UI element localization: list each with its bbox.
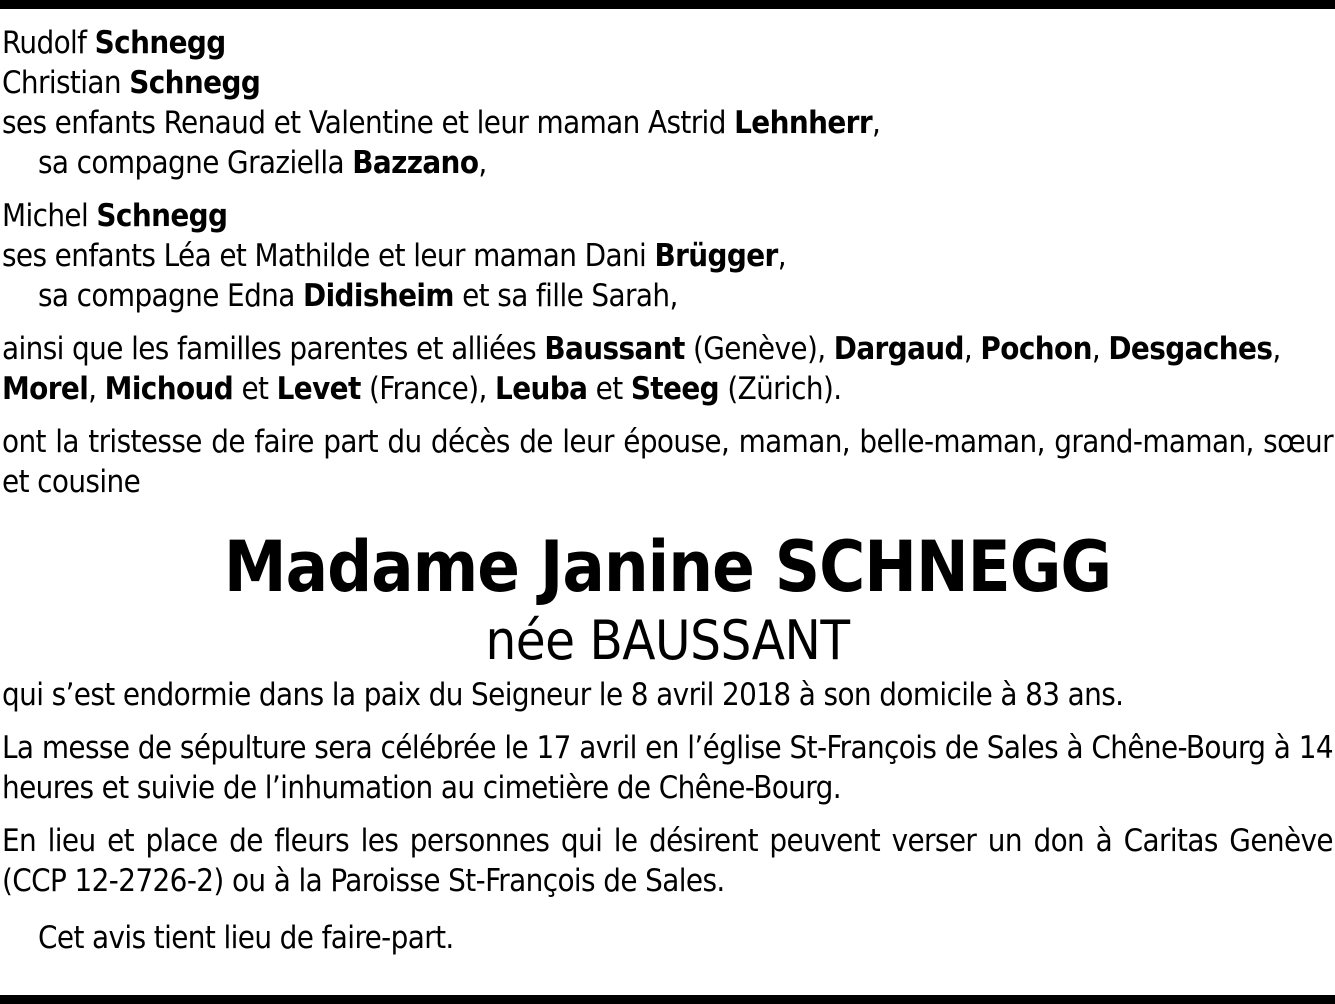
surname: Schnegg (94, 25, 226, 61)
surname: Lehnherr (734, 105, 873, 141)
family-line-michel-children: ses enfants Léa et Mathilde et leur maman Dani Brügger, (2, 238, 786, 274)
first-name: Rudolf (2, 25, 87, 61)
text: sa compagne Edna (38, 278, 295, 314)
top-rule (0, 0, 1335, 9)
first-name: Christian (2, 65, 121, 101)
text: ses enfants Léa et Mathilde et leur maman Dani (2, 238, 647, 274)
text: et (595, 371, 623, 407)
text: ses enfants Renaud et Valentine et leur maman Astrid (2, 105, 726, 141)
surname: Leuba (495, 371, 588, 407)
family-line-michel-partner (2, 276, 1333, 316)
text: ainsi que les familles parentes et alliées (2, 331, 537, 367)
family-line-rudolf (2, 23, 1333, 63)
surname: Steeg (630, 371, 720, 407)
closing-note: Cet avis tient lieu de faire-part. (38, 920, 454, 956)
funeral-details: La messe de sépulture sera célébrée le 17 avril en l’église St-François de Sales à Chêne-Bourg à 14 heures et suivie de l’inhumation au cimetière de Chêne-Bourg. (2, 730, 1333, 806)
bottom-rule (0, 995, 1335, 1004)
surname: Levet (276, 371, 361, 407)
obituary-notice (2, 23, 1333, 958)
place: (Zürich). (727, 371, 842, 407)
surname: Morel (2, 371, 89, 407)
surname: Schnegg (129, 65, 261, 101)
text: et (241, 371, 269, 407)
death-details: qui s’est endormie dans la paix du Seigneur le 8 avril 2018 à son domicile à 83 ans. (2, 677, 1124, 713)
family-line-christian-partner: sa compagne Graziella Bazzano, (38, 145, 487, 181)
surname: Schnegg (96, 198, 228, 234)
surname: Desgaches (1108, 331, 1273, 367)
family-line-christian (2, 63, 1333, 103)
relatives-line-1: ainsi que les familles parentes et alliées Baussant (Genève), Dargaud, Pochon, Desgaches, (2, 331, 1281, 367)
family-line-christian-children: ses enfants Renaud et Valentine et leur maman Astrid Lehnherr, (2, 105, 881, 141)
surname: Dargaud (833, 331, 964, 367)
text: sa compagne Graziella (38, 145, 344, 181)
text: et sa fille Sarah, (462, 278, 678, 314)
family-group-1 (2, 23, 1333, 183)
surname: Brügger (654, 238, 778, 274)
relatives-paragraph (2, 329, 1333, 409)
donation-details: En lieu et place de fleurs les personnes qui le désirent peuvent verser un don à Caritas Genève (CCP 12-2726-2) ou à la Paroisse St-François de Sales. (2, 823, 1333, 899)
place: (France), (369, 371, 487, 407)
maiden-name: née BAUSSANT (485, 609, 850, 672)
place: (Genève), (692, 331, 826, 367)
surname: Baussant (544, 331, 685, 367)
surname: Pochon (980, 331, 1092, 367)
relatives-line-2: Morel, Michoud et Levet (France), Leuba et Steeg (Zürich). (2, 371, 842, 407)
deceased-name: Madame Janine SCHNEGG (223, 526, 1112, 608)
family-group-2 (2, 196, 1333, 316)
announcement-text: ont la tristesse de faire part du décès de leur épouse, maman, belle-maman, grand-maman, sœur et cousine (2, 424, 1333, 500)
first-name: Michel (2, 198, 89, 234)
family-line-michel (2, 196, 1333, 236)
surname: Bazzano (352, 145, 479, 181)
surname: Didisheim (303, 278, 454, 314)
surname: Michoud (104, 371, 234, 407)
